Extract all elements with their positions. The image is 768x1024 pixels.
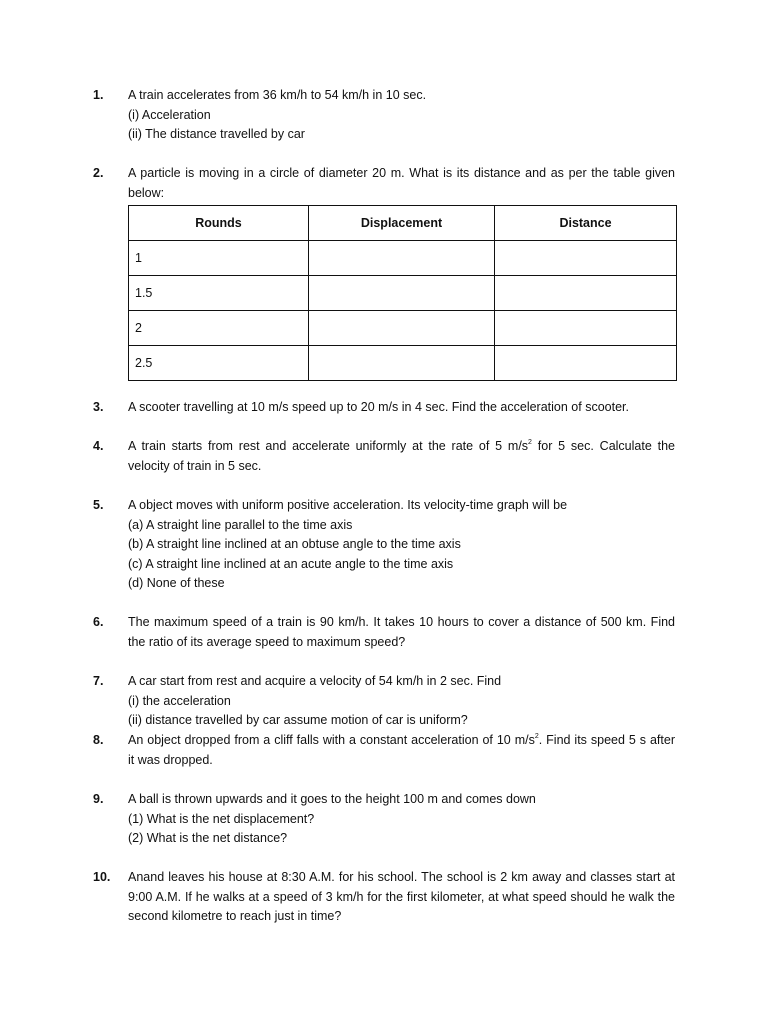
question-number: 9.: [93, 792, 104, 806]
question-body: [128, 731, 675, 770]
text-segment: A train starts from rest and accelerate uniformly at the rate of 5 m/s: [128, 439, 529, 453]
question-body: [128, 398, 675, 418]
table-row: [129, 276, 677, 311]
cell-displacement: [309, 241, 495, 276]
table-row: [129, 241, 677, 276]
cell-rounds: 2.5: [129, 346, 309, 381]
cell-distance: [495, 346, 677, 381]
table-row: [129, 311, 677, 346]
question-text: A car start from rest and acquire a velocity of 54 km/h in 2 sec. Find: [128, 674, 502, 688]
rounds-table: [128, 205, 677, 381]
question-text: The maximum speed of a train is 90 km/h. It takes 10 hours to cover a distance of 500 km. Find the ratio of its average speed to maximum speed?: [128, 615, 675, 649]
sub-question: (1) What is the net displacement?: [128, 811, 315, 826]
question-body: [128, 86, 675, 145]
sub-question: (ii) The distance travelled by car: [128, 127, 305, 141]
question-text: A ball is thrown upwards and it goes to the height 100 m and comes down: [128, 792, 536, 806]
option-d: (d) None of these: [128, 576, 225, 590]
question-number: 6.: [93, 615, 104, 629]
sub-question: (i) the acceleration: [128, 693, 231, 708]
question-text: [128, 437, 675, 476]
question-number: 5.: [93, 498, 104, 512]
cell-displacement: [309, 276, 495, 311]
question-text: A particle is moving in a circle of diameter 20 m. What is its distance and as per the table given below:: [128, 166, 675, 200]
question-body: [128, 437, 675, 476]
header-displacement: Displacement: [309, 206, 495, 241]
cell-displacement: [309, 311, 495, 346]
question-number: 8.: [93, 733, 104, 747]
question-body: [128, 164, 675, 203]
question-text: A object moves with uniform positive acceleration. Its velocity-time graph will be: [128, 498, 568, 512]
question-number: 4.: [93, 439, 104, 453]
sub-question: (ii) distance travelled by car assume motion of car is uniform?: [128, 713, 468, 727]
table-header-row: [129, 206, 677, 241]
question-body: [128, 672, 675, 731]
cell-distance: [495, 276, 677, 311]
question-number: 2.: [93, 166, 104, 180]
question-body: [128, 613, 675, 652]
text-segment: for 5 sec. Calculate the velocity of train in 5 sec.: [128, 439, 675, 473]
cell-distance: [495, 311, 677, 346]
sub-question: (i) Acceleration: [128, 107, 211, 122]
table-row: [129, 346, 677, 381]
superscript: 2: [528, 438, 532, 446]
question-body: [128, 496, 675, 594]
question-body: [128, 790, 675, 849]
question-text: Anand leaves his house at 8:30 A.M. for his school. The school is 2 km away and classes start at 9:00 A.M. If he walks at a speed of 3 km/h for the first kilometer, at what speed should he walk the second kilometre to reach just in time?: [128, 870, 675, 923]
option-c: (c) A straight line inclined at an acute angle to the time axis: [128, 556, 454, 571]
option-a: (a) A straight line parallel to the time axis: [128, 517, 353, 532]
question-number: 3.: [93, 400, 104, 414]
question-text: A train accelerates from 36 km/h to 54 km/h in 10 sec.: [128, 88, 427, 102]
question-number: 7.: [93, 674, 104, 688]
text-segment: . Find its speed 5 s after it was dropped.: [128, 733, 675, 767]
question-number: 10.: [93, 870, 111, 884]
superscript: 2: [534, 732, 539, 740]
header-rounds: Rounds: [129, 206, 309, 241]
question-text: [128, 731, 675, 770]
question-text: A scooter travelling at 10 m/s speed up to 20 m/s in 4 sec. Find the acceleration of scooter.: [128, 400, 629, 414]
header-distance: Distance: [495, 206, 677, 241]
question-number: 1.: [93, 88, 104, 102]
option-b: (b) A straight line inclined at an obtuse angle to the time axis: [128, 537, 461, 551]
cell-rounds: 1: [129, 241, 309, 276]
cell-rounds: 2: [129, 311, 309, 346]
sub-question: (2) What is the net distance?: [128, 831, 288, 845]
cell-distance: [495, 241, 677, 276]
cell-displacement: [309, 346, 495, 381]
cell-rounds: 1.5: [129, 276, 309, 311]
question-body: [128, 868, 675, 927]
text-segment: An object dropped from a cliff falls with a constant acceleration of 10 m/s: [128, 733, 535, 747]
